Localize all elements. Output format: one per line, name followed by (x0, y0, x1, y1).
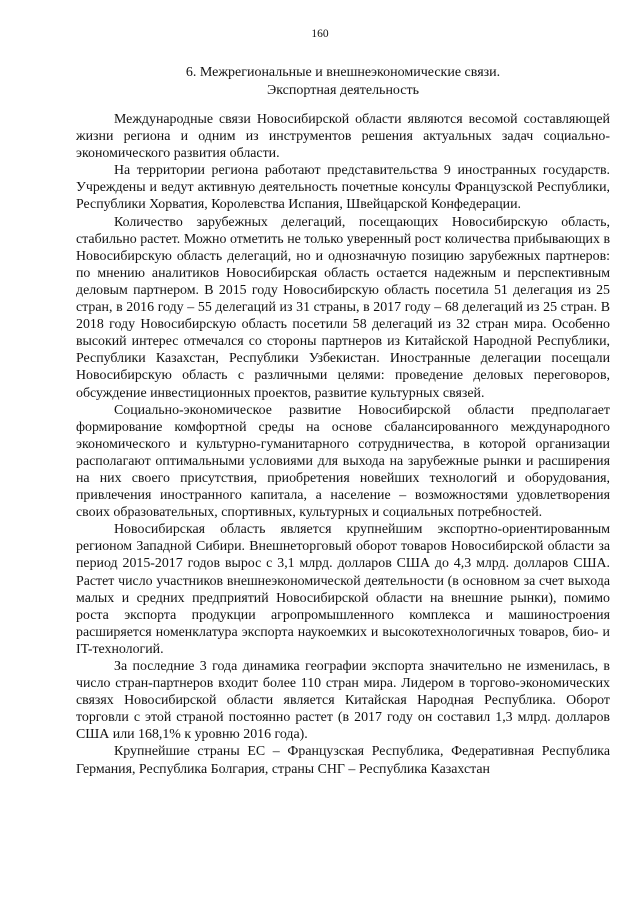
section-heading (76, 64, 610, 100)
paragraph: Новосибирская область является крупнейшим экспортно-ориентированным регионом Западной Сибири. Внешнеторговый оборот товаров Новосибирской области за период 2015-2017 годов вырос с 3,1 млрд. долларов США до 4,3 млрд. долларов США. Растет число участников внешнеэкономической деятельности (в основном за счет выхода малых и средних предприятий Новосибирской области на внешние рынки), помимо роста экспорта продукции агропромышленного комплекса и машиностроения расширяется номенклатура экспорта наукоемких и высокотехнологичных товаров, био- и IT-технологий. (76, 522, 610, 657)
paragraph: За последние 3 года динамика географии экспорта значительно не изменилась, в число стран-партнеров входит более 110 стран мира. Лидером в торгово-экономических связях Новосибирской области является Китайская Народная Республика. Оборот торговли с этой страной постоянно растет (в 2017 году он составил 1,3 млрд. долларов США или 168,1% к уровню 2016 года). (76, 659, 610, 743)
paragraph: Международные связи Новосибирской области являются весомой составляющей жизни региона и одним из инструментов решения актуальных задач социально-экономического развития области. (76, 112, 610, 162)
paragraph: На территории региона работают представительства 9 иностранных государств. Учреждены и ведут активную деятельность почетные консулы Французской Республики, Республики Хорватия, Королевства Испания, Швейцарской Конфедерации. (76, 163, 610, 213)
paragraph: Крупнейшие страны ЕС – Французская Республика, Федеративная Республика Германия, Республика Болгария, страны СНГ – Республика Казахстан (76, 744, 610, 777)
section-title: 6. Межрегиональные и внешнеэкономические связи. (185, 65, 501, 80)
paragraph: Социально-экономическое развитие Новосибирской области предполагает формирование комфортной среды на основе сбалансированного международного экономического и культурно-гуманитарного сотрудничества, в которой организации располагают оптимальными условиями для выхода на зарубежные рынки и расширения на них своего присутствия, приобретения новейших технологий и оборудования, привлечения иностранного капитала, а население – возможностями удовлетворения своих образовательных, спортивных, культурных и социальных потребностей. (76, 402, 610, 521)
paragraph: Количество зарубежных делегаций, посещающих Новосибирскую область, стабильно растет. Можно отметить не только уверенный рост количества прибывающих в Новосибирскую область делегаций, но и однозначную позицию зарубежных партнеров: по мнению аналитиков Новосибирская область остается надежным и перспективным деловым партнером. В 2015 году Новосибирскую область посетила 51 делегация из 25 стран, в 2016 году – 55 делегаций из 31 страны, в 2017 году – 68 делегаций из 25 стран. В 2018 году Новосибирскую область посетили 58 делегаций из 32 стран мира. Особенно высокий интерес отмечался со стороны партнеров из Китайской Народной Республики, Республики Казахстан, Республики Узбекистан. Иностранные делегации посещали Новосибирскую область с различными целями: проведение деловых переговоров, обсуждение инвестиционных проектов, развитие культурных связей. (76, 214, 610, 401)
body-text (76, 111, 610, 778)
section-subtitle: Экспортная деятельность (266, 83, 420, 98)
page-number: 160 (311, 28, 329, 40)
